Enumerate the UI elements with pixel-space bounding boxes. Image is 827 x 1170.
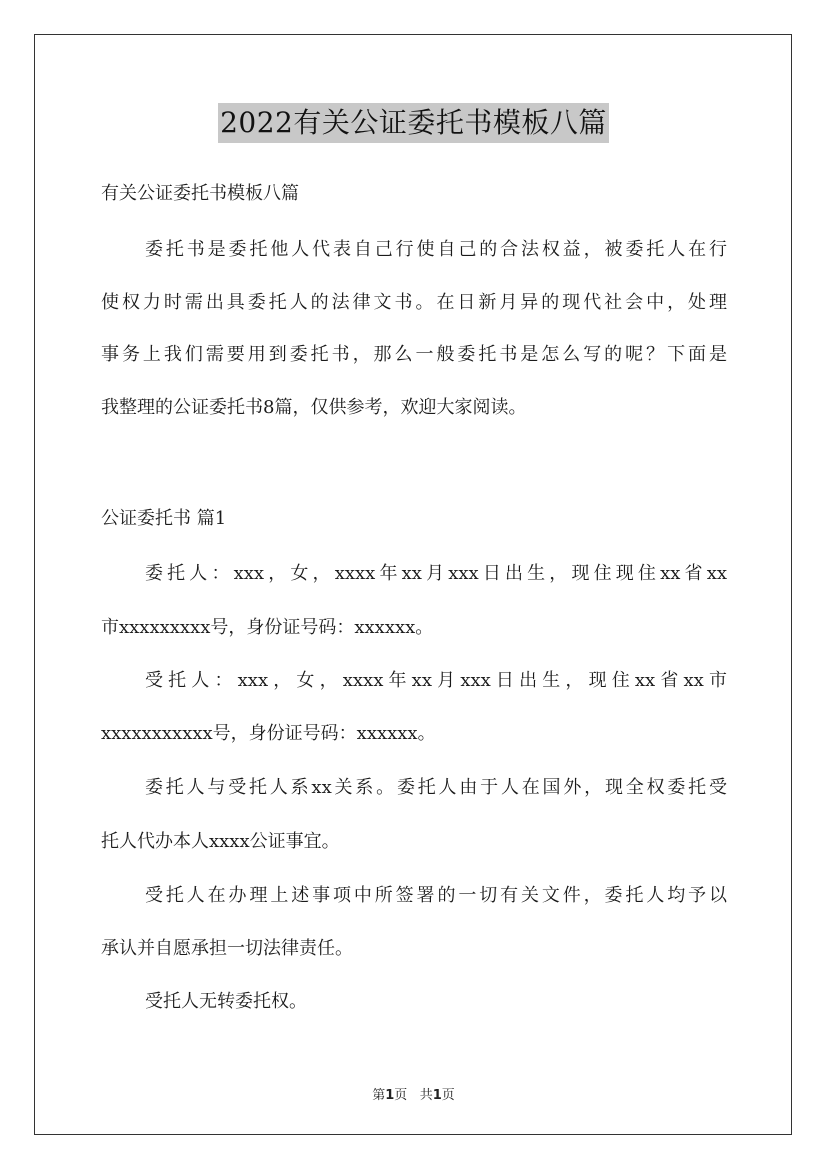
intro-line: 事务上我们需要用到委托书，那么一般委托书是怎么写的呢？下面是 [101, 344, 727, 365]
intro-line: 使权力时需出具委托人的法律文书。在日新月异的现代社会中，处理 [101, 292, 727, 313]
paragraph-line: 受托人在办理上述事项中所签署的一切有关文件，委托人均予以 [145, 885, 727, 906]
paragraph-line: 受托人：xxx，女，xxxx年xx月xxx日出生，现住xx省xx市 [145, 670, 727, 691]
title-container [0, 103, 827, 143]
page-prefix: 第 [372, 1088, 386, 1103]
total-prefix: 共 [419, 1088, 433, 1103]
paragraph-line: 承认并自愿承担一切法律责任。 [101, 938, 353, 959]
paragraph-line: 市xxxxxxxxx号，身份证号码：xxxxxx。 [101, 617, 434, 638]
page-total: 1 [432, 1088, 442, 1103]
paragraph-line: 委托人：xxx，女，xxxx年xx月xxx日出生，现住现住xx省xx [145, 563, 727, 584]
document-title: 2022有关公证委托书模板八篇 [218, 103, 609, 143]
paragraph-line: 委托人与受托人系xx关系。委托人由于人在国外，现全权委托受 [145, 777, 727, 798]
intro-line: 委托书是委托他人代表自己行使自己的合法权益，被委托人在行 [145, 239, 727, 260]
paragraph-line: xxxxxxxxxxx号，身份证号码：xxxxxx。 [101, 723, 436, 744]
paragraph-line: 受托人无转委托权。 [145, 991, 307, 1012]
section-heading: 公证委托书 篇1 [101, 508, 227, 529]
total-suffix: 页 [441, 1088, 455, 1103]
page-suffix: 页 [394, 1088, 408, 1103]
page-number: 1 [385, 1088, 395, 1103]
document-subtitle: 有关公证委托书模板八篇 [101, 183, 299, 204]
page-footer [0, 1084, 827, 1103]
intro-line: 我整理的公证委托书8篇，仅供参考，欢迎大家阅读。 [101, 397, 527, 418]
paragraph-line: 托人代办本人xxxx公证事宜。 [101, 831, 340, 852]
